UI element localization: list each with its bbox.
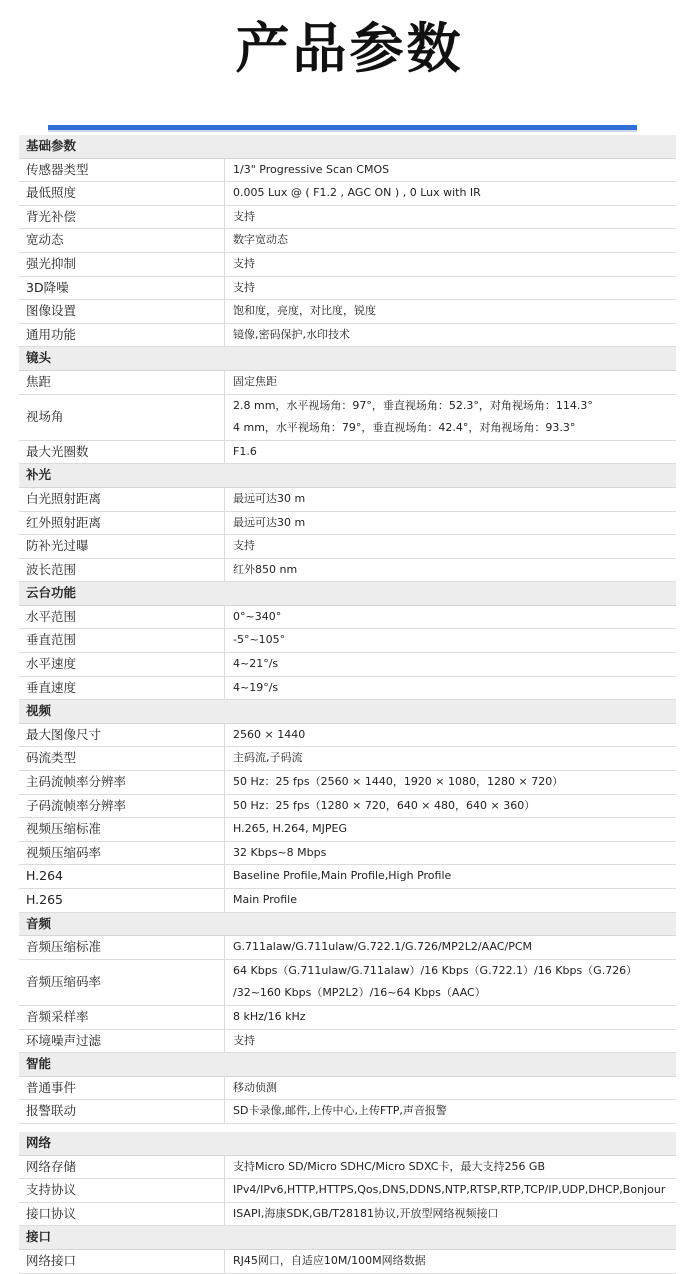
spec-row xyxy=(19,371,676,395)
spec-row xyxy=(19,865,676,889)
spec-label: 3D降噪 xyxy=(19,277,225,300)
spec-value-line: /32~160 Kbps（MP2L2）/16~64 Kbps（AAC） xyxy=(233,986,486,1000)
spec-label: 波长范围 xyxy=(19,559,225,582)
spec-label: 音频采样率 xyxy=(19,1006,225,1029)
spec-value-line: 数字宽动态 xyxy=(233,233,288,247)
spec-value-line: 64 Kbps（G.711ulaw/G.711alaw）/16 Kbps（G.722.1）/16 Kbps（G.726） xyxy=(233,963,638,977)
spec-label: 支持协议 xyxy=(19,1179,225,1202)
spec-row xyxy=(19,795,676,819)
spec-value xyxy=(225,936,676,959)
spec-row xyxy=(19,842,676,866)
spec-value xyxy=(225,535,676,558)
section-header: 补光 xyxy=(19,464,676,488)
spec-value xyxy=(225,300,676,323)
spec-row xyxy=(19,889,676,913)
spec-value xyxy=(225,441,676,464)
spec-value xyxy=(225,1203,676,1226)
spec-row xyxy=(19,747,676,771)
spec-value xyxy=(225,606,676,629)
spec-label: 子码流帧率分辨率 xyxy=(19,795,225,818)
spec-label: 垂直速度 xyxy=(19,677,225,700)
spec-value xyxy=(225,771,676,794)
spec-row xyxy=(19,488,676,512)
spec-row xyxy=(19,559,676,583)
spec-row xyxy=(19,818,676,842)
spec-row xyxy=(19,512,676,536)
spec-value xyxy=(225,1156,676,1179)
spec-value-line: ISAPI,海康SDK,GB/T28181协议,开放型网络视频接口 xyxy=(233,1206,499,1220)
spec-label: 最低照度 xyxy=(19,182,225,205)
spec-value-line: 2560 × 1440 xyxy=(233,727,306,741)
spec-label: 水平范围 xyxy=(19,606,225,629)
spec-label: 背光补偿 xyxy=(19,206,225,229)
spec-value-line: Baseline Profile,Main Profile,High Profile xyxy=(233,869,452,883)
spec-value-line: 支持Micro SD/Micro SDHC/Micro SDXC卡，最大支持256 GB xyxy=(233,1159,546,1173)
spec-row xyxy=(19,1250,676,1274)
spec-value-line: 最远可达30 m xyxy=(233,515,306,529)
spec-row xyxy=(19,253,676,277)
spec-value xyxy=(225,512,676,535)
spec-value-line: 0.005 Lux @ ( F1.2 , AGC ON ) , 0 Lux with IR xyxy=(233,186,481,200)
spec-value-line: 支持 xyxy=(233,280,255,294)
spec-label: 焦距 xyxy=(19,371,225,394)
spec-row xyxy=(19,1030,676,1054)
spec-value-line: 8 kHz/16 kHz xyxy=(233,1009,306,1023)
spec-value xyxy=(225,488,676,511)
spec-value-line: 支持 xyxy=(233,1033,255,1047)
spec-value-line: 红外850 nm xyxy=(233,562,298,576)
spec-row xyxy=(19,229,676,253)
spec-value xyxy=(225,653,676,676)
spec-value xyxy=(225,1030,676,1053)
spec-value xyxy=(225,253,676,276)
spec-value xyxy=(225,818,676,841)
spec-row xyxy=(19,1077,676,1101)
spec-value-line: 支持 xyxy=(233,539,255,553)
spec-value-line: 50 Hz：25 fps（1280 × 720，640 × 480，640 × 360） xyxy=(233,798,536,812)
spec-value-line: 主码流,子码流 xyxy=(233,751,303,765)
spec-label: 接口协议 xyxy=(19,1203,225,1226)
spec-value xyxy=(225,795,676,818)
spec-label: 网络接口 xyxy=(19,1250,225,1273)
spec-value-line: F1.6 xyxy=(233,444,257,458)
spec-label: H.264 xyxy=(19,865,225,888)
spec-row xyxy=(19,606,676,630)
spec-label: 音频压缩标准 xyxy=(19,936,225,959)
spec-value xyxy=(225,889,676,912)
spec-value xyxy=(225,677,676,700)
spec-value-line: RJ45网口，自适应10M/100M网络数据 xyxy=(233,1253,426,1267)
spec-value-line: 饱和度，亮度，对比度，锐度 xyxy=(233,304,376,318)
spec-label: 强光抑制 xyxy=(19,253,225,276)
spec-row xyxy=(19,159,676,183)
spec-row xyxy=(19,1100,676,1124)
spec-label: 报警联动 xyxy=(19,1100,225,1123)
spec-row xyxy=(19,771,676,795)
spec-value xyxy=(225,159,676,182)
spec-value-line: -5°~105° xyxy=(233,633,286,647)
spec-row xyxy=(19,441,676,465)
spec-label: 图像设置 xyxy=(19,300,225,323)
spec-label: 通用功能 xyxy=(19,324,225,347)
spec-label: 水平速度 xyxy=(19,653,225,676)
spec-value-line: 50 Hz：25 fps（2560 × 1440，1920 × 1080，1280 × 720） xyxy=(233,775,564,789)
spec-row xyxy=(19,395,676,441)
spec-row xyxy=(19,1006,676,1030)
spec-value xyxy=(225,1006,676,1029)
spec-label: 防补光过曝 xyxy=(19,535,225,558)
spec-value-line: 支持 xyxy=(233,209,255,223)
section-header: 网络 xyxy=(19,1132,676,1156)
spec-value-line: 32 Kbps~8 Mbps xyxy=(233,845,327,859)
spec-row xyxy=(19,277,676,301)
spec-label: 垂直范围 xyxy=(19,629,225,652)
spec-value xyxy=(225,277,676,300)
spec-value-line: 移动侦测 xyxy=(233,1080,277,1094)
section-header: 智能 xyxy=(19,1053,676,1077)
spec-label: 主码流帧率分辨率 xyxy=(19,771,225,794)
spec-label: 视场角 xyxy=(19,395,225,440)
title-underline-shadow xyxy=(48,130,637,132)
spec-row xyxy=(19,182,676,206)
spec-row xyxy=(19,960,676,1006)
spec-row xyxy=(19,936,676,960)
spec-label: 音频压缩码率 xyxy=(19,960,225,1005)
page-title: 产品参数 xyxy=(235,17,464,80)
spec-value xyxy=(225,842,676,865)
spec-label: 视频压缩码率 xyxy=(19,842,225,865)
spec-value xyxy=(225,324,676,347)
spec-value xyxy=(225,747,676,770)
spec-value xyxy=(225,1100,676,1123)
spec-label: 环境噪声过滤 xyxy=(19,1030,225,1053)
spec-value-line: 镜像,密码保护,水印技术 xyxy=(233,327,350,341)
spec-value-line: G.711alaw/G.711ulaw/G.722.1/G.726/MP2L2/AAC/PCM xyxy=(233,940,532,954)
spec-value xyxy=(225,1179,676,1202)
spec-value-line: 4~19°/s xyxy=(233,680,279,694)
spec-value-line: IPv4/IPv6,HTTP,HTTPS,Qos,DNS,DDNS,NTP,RTSP,RTP,TCP/IP,UDP,DHCP,Bonjour xyxy=(233,1183,666,1197)
spec-row xyxy=(19,653,676,677)
spec-value xyxy=(225,206,676,229)
spec-label: 红外照射距离 xyxy=(19,512,225,535)
spec-row xyxy=(19,724,676,748)
spec-value xyxy=(225,371,676,394)
spec-value xyxy=(225,724,676,747)
spec-row xyxy=(19,677,676,701)
spec-label: 传感器类型 xyxy=(19,159,225,182)
spec-value xyxy=(225,629,676,652)
spec-row xyxy=(19,1179,676,1203)
section-header: 镜头 xyxy=(19,347,676,371)
spec-value-line: 0°~340° xyxy=(233,609,282,623)
spec-row xyxy=(19,535,676,559)
spec-value xyxy=(225,395,676,440)
spec-label: H.265 xyxy=(19,889,225,912)
spec-value xyxy=(225,1250,676,1273)
spec-value-line: 1/3" Progressive Scan CMOS xyxy=(233,162,390,176)
spec-value xyxy=(225,1077,676,1100)
section-header: 音频 xyxy=(19,913,676,937)
spec-value xyxy=(225,865,676,888)
spec-row xyxy=(19,629,676,653)
spec-row xyxy=(19,324,676,348)
spec-label: 普通事件 xyxy=(19,1077,225,1100)
section-header: 视频 xyxy=(19,700,676,724)
spec-label: 网络存储 xyxy=(19,1156,225,1179)
section-header: 云台功能 xyxy=(19,582,676,606)
spec-value-line: 最远可达30 m xyxy=(233,491,306,505)
spec-value xyxy=(225,960,676,1005)
spec-row xyxy=(19,300,676,324)
spec-label: 最大光圈数 xyxy=(19,441,225,464)
spec-label: 视频压缩标准 xyxy=(19,818,225,841)
spec-label: 宽动态 xyxy=(19,229,225,252)
spec-value-line: 4~21°/s xyxy=(233,657,279,671)
section-header: 基础参数 xyxy=(19,135,676,159)
spec-row xyxy=(19,206,676,230)
spec-value-line: 2.8 mm，水平视场角：97°，垂直视场角：52.3°，对角视场角：114.3° xyxy=(233,398,593,412)
spec-value xyxy=(225,559,676,582)
spec-row xyxy=(19,1156,676,1180)
spec-value xyxy=(225,182,676,205)
spec-value xyxy=(225,229,676,252)
spec-label: 码流类型 xyxy=(19,747,225,770)
spec-table xyxy=(19,135,676,1274)
spec-label: 最大图像尺寸 xyxy=(19,724,225,747)
spec-value-line: Main Profile xyxy=(233,893,297,906)
spec-value-line: H.265, H.264, MJPEG xyxy=(233,822,347,836)
spec-label: 白光照射距离 xyxy=(19,488,225,511)
spec-value-line: 4 mm，水平视场角：79°，垂直视场角：42.4°，对角视场角：93.3° xyxy=(233,421,576,435)
spec-value-line: SD卡录像,邮件,上传中心,上传FTP,声音报警 xyxy=(233,1104,447,1118)
spec-row xyxy=(19,1203,676,1227)
spec-value-line: 固定焦距 xyxy=(233,374,277,388)
spec-value-line: 支持 xyxy=(233,256,255,270)
section-header: 接口 xyxy=(19,1226,676,1250)
